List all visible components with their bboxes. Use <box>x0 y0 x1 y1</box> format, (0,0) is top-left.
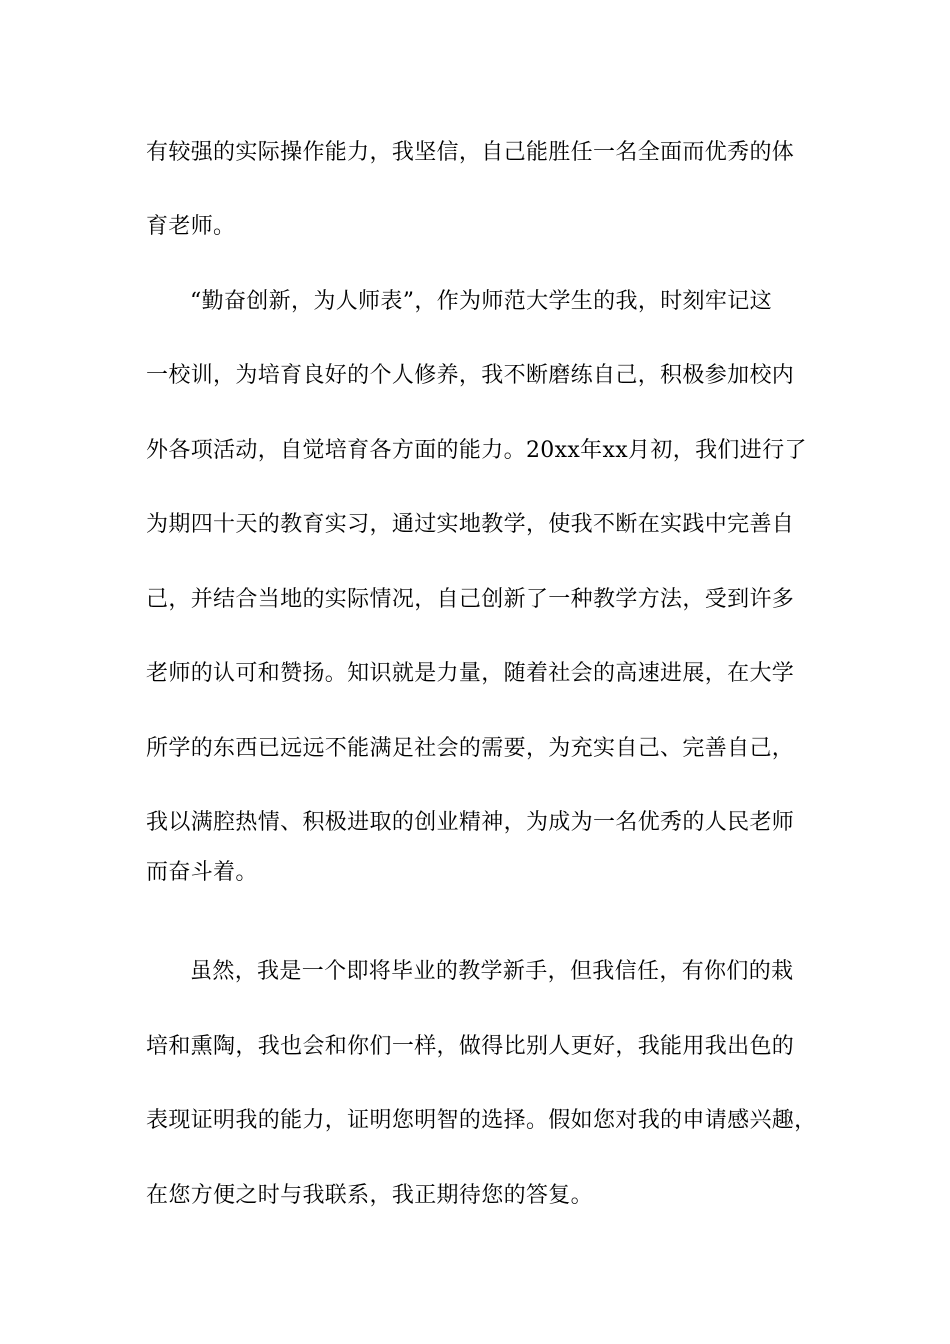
text-line: 在您方便之时与我联系，我正期待您的答复。 <box>146 1183 594 1208</box>
paragraph-first-line: 虽然，我是一个即将毕业的教学新手，但我信任，有你们的栽 <box>190 959 794 984</box>
paragraph-first-line: “勤奋创新，为人师表”，作为师范大学生的我，时刻牢记这 <box>190 289 772 314</box>
text-line: 一校训，为培育良好的个人修养，我不断磨练自己，积极参加校内 <box>146 363 795 388</box>
text-line: 而奋斗着。 <box>146 860 258 885</box>
text-line: 育老师。 <box>146 214 236 239</box>
text-line: 己，并结合当地的实际情况，自己创新了一种教学方法，受到许多 <box>146 587 795 612</box>
text-line: 我以满腔热情、积极进取的创业精神，为成为一名优秀的人民老师 <box>146 810 795 835</box>
text-line: 老师的认可和赞扬。知识就是力量，随着社会的高速进展，在大学 <box>146 661 795 686</box>
text-line: 外各项活动，自觉培育各方面的能力。20xx年xx月初，我们进行了 <box>146 438 807 463</box>
text-line: 有较强的实际操作能力，我坚信，自己能胜任一名全面而优秀的体 <box>146 140 795 165</box>
text-line: 培和熏陶，我也会和你们一样，做得比别人更好，我能用我出色的 <box>146 1034 795 1059</box>
text-line: 为期四十天的教育实习，通过实地教学，使我不断在实践中完善自 <box>146 512 795 537</box>
text-line: 所学的东西已远远不能满足社会的需要，为充实自己、完善自己， <box>146 736 795 761</box>
text-line: 表现证明我的能力，证明您明智的选择。假如您对我的申请感兴趣， <box>146 1108 817 1133</box>
